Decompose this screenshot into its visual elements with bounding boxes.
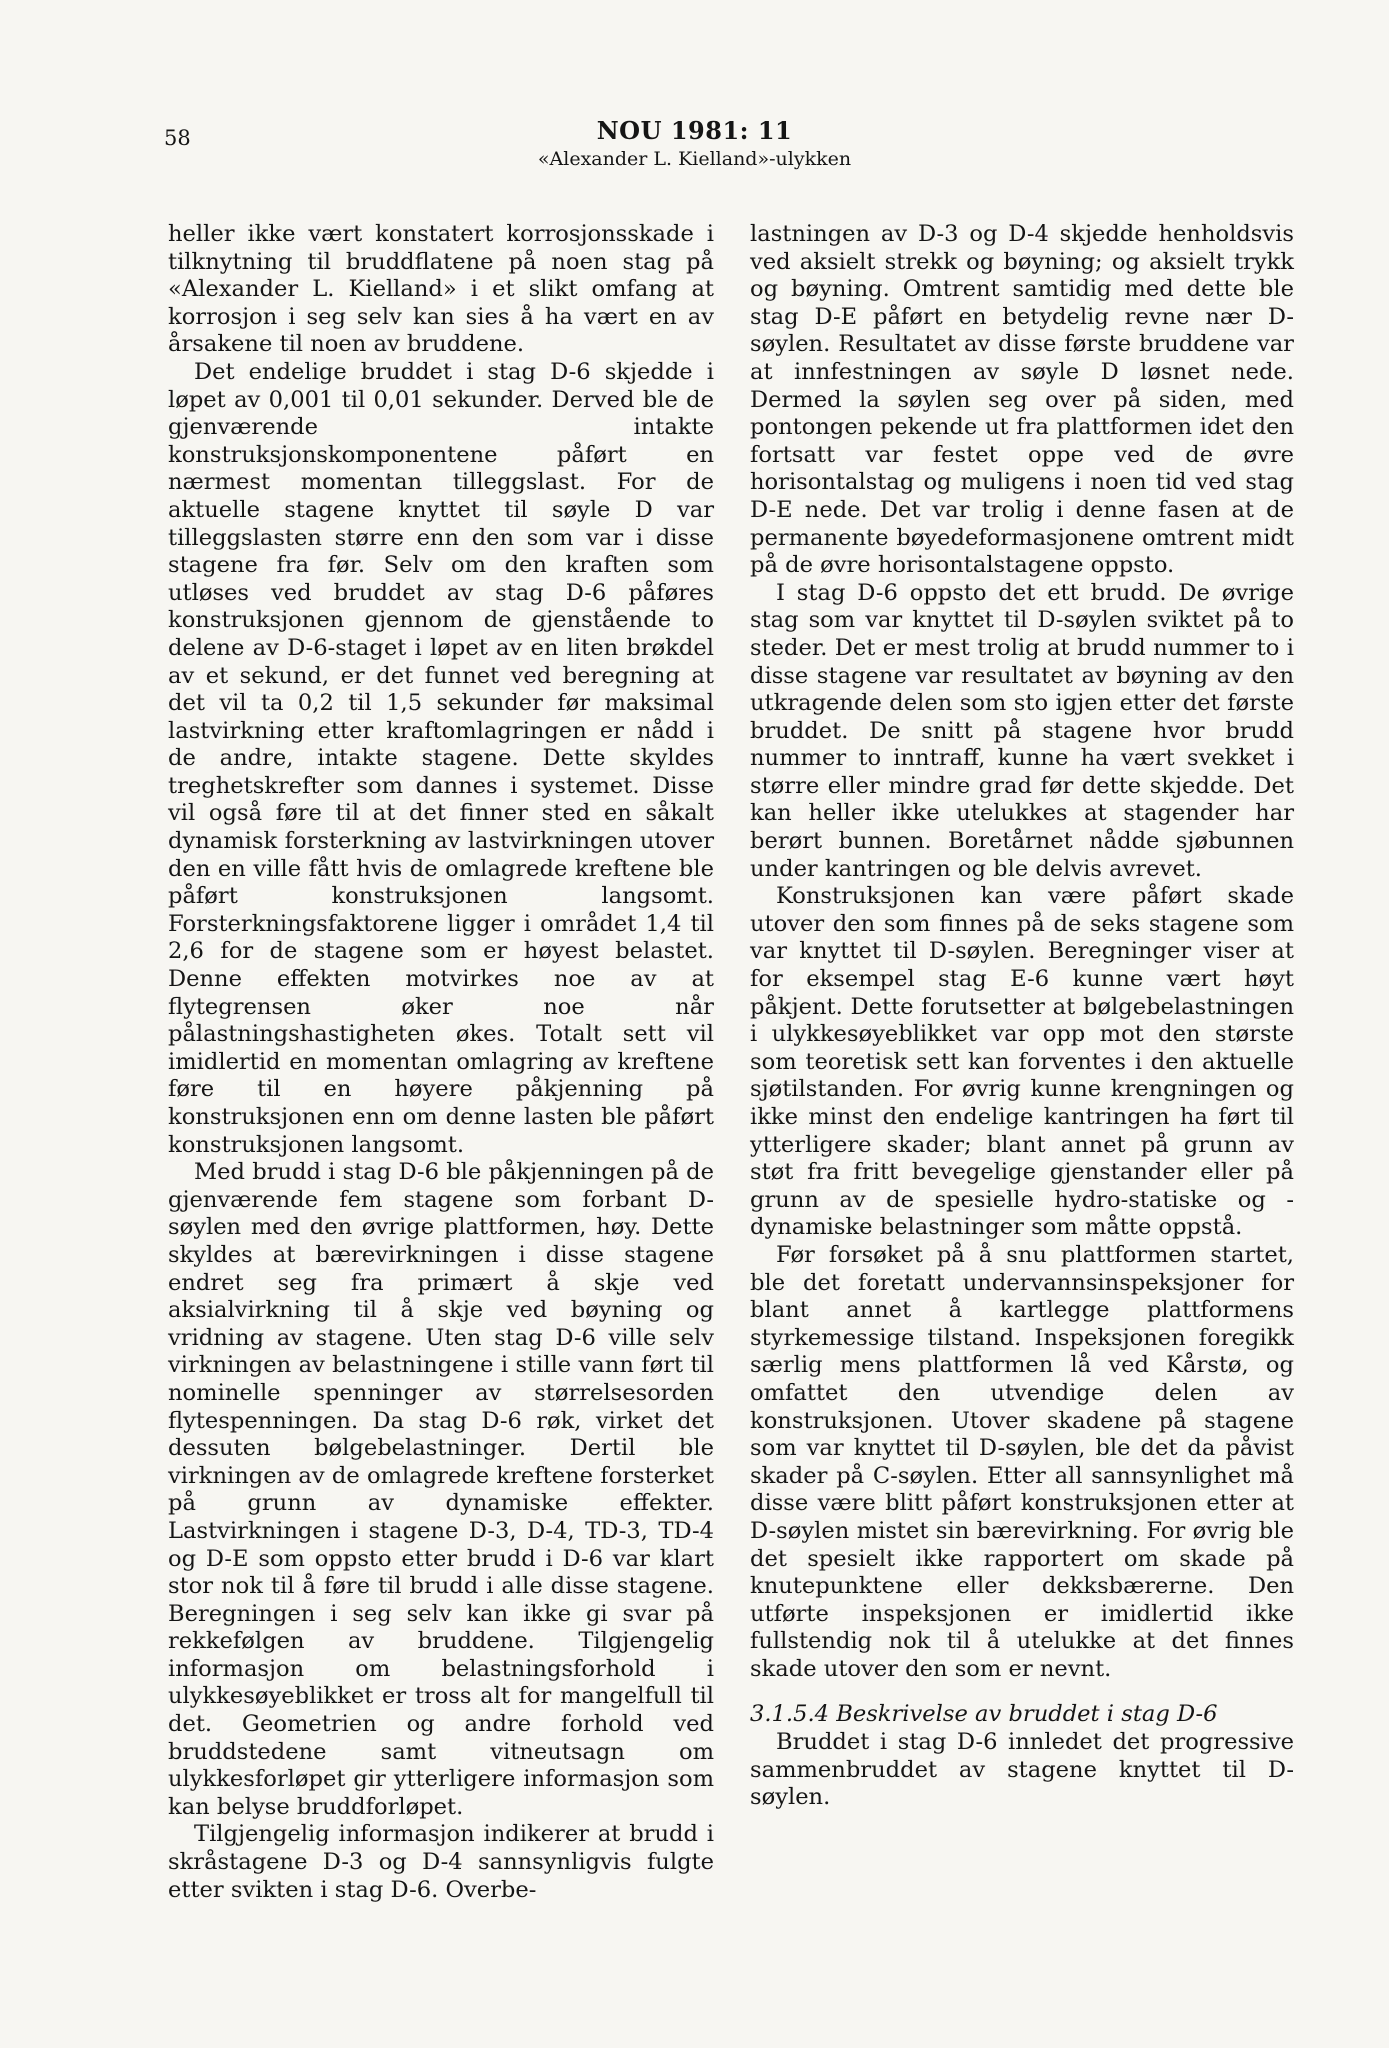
- report-subtitle: «Alexander L. Kielland»-ulykken: [537, 148, 852, 170]
- page-number: 58: [164, 126, 191, 150]
- paragraph: Tilgjengelig informasjon indikerer at brudd i skråstagene D-3 og D-4 sannsynligvis fulgte etter svikten i stag D-6. Overbe-: [168, 1821, 714, 1903]
- left-column: [168, 221, 714, 1904]
- paragraph: heller ikke vært konstatert korrosjonsskade i tilknytning til bruddflatene på noen stag på «Alexander L. Kielland» i et slikt omfang at korrosjon i seg selv kan sies å ha vært en av årsakene til noen av bruddene.: [168, 221, 714, 358]
- report-title: NOU 1981: 11: [596, 116, 793, 145]
- paragraph: Det endelige bruddet i stag D-6 skjedde i løpet av 0,001 til 0,01 sekunder. Derved ble de gjenværende intakte konstruksjonskomponentene påført en nærmest momentan tilleggslast. For de aktuelle stagene knyttet til søyle D var tilleggslasten større enn den som var i disse stagene fra før. Selv om den kraften som utløses ved bruddet av stag D-6 påføres konstruksjonen gjennom de gjenstående to delene av D-6-staget i løpet av en liten brøkdel av et sekund, er det funnet ved beregning at det vil ta 0,2 til 1,5 sekunder før maksimal lastvirkning etter kraftomlagringen er nådd i de andre, intakte stagene. Dette skyldes treghetskrefter som dannes i systemet. Disse vil også føre til at det finner sted en såkalt dynamisk forsterkning av lastvirkningen utover den en ville fått hvis de omlagrede kreftene ble påført konstruksjonen langsomt. Forsterkningsfaktorene ligger i området 1,4 til 2,6 for de stagene som er høyest belastet. Denne effekten motvirkes noe av at flytegrensen øker noe når pålastningshastigheten økes. Totalt sett vil imidlertid en momentan omlagring av kreftene føre til en høyere påkjenning på konstruksjonen enn om denne lasten ble påført konstruksjonen langsomt.: [168, 358, 714, 1158]
- section-heading: 3.1.5.4 Beskrivelse av bruddet i stag D-6: [750, 1701, 1218, 1728]
- paragraph: Med brudd i stag D-6 ble påkjenningen på de gjenværende fem stagene som forbant D-søylen med den øvrige plattformen, høy. Dette skyldes at bærevirkningen i disse stagene endret seg fra primært å skje ved aksialvirkning til å skje ved bøyning og vridning av stagene. Uten stag D-6 ville selv virkningen av belastningene i stille vann ført til nominelle spenninger av størrelsesorden flytespenningen. Da stag D-6 røk, virket det dessuten bølgebelastninger. Dertil ble virkningen av de omlagrede kreftene forsterket på grunn av dynamiske effekter. Lastvirkningen i stagene D-3, D-4, TD-3, TD-4 og D-E som oppsto etter brudd i D-6 var klart stor nok til å føre til brudd i alle disse stagene. Beregningen i seg selv kan ikke gi svar på rekkefølgen av bruddene. Tilgjengelig informasjon om belastningsforhold i ulykkesøyeblikket er tross alt for mangelfull til det. Geometrien og andre forhold ved bruddstedene samt vitneutsagn om ulykkesforløpet gir ytterligere informasjon som kan belyse bruddforløpet.: [168, 1159, 714, 1820]
- paragraph: lastningen av D-3 og D-4 skjedde henholdsvis ved aksielt strekk og bøyning; og aksielt trykk og bøyning. Omtrent samtidig med dette ble stag D-E påført en betydelig revne nær D-søylen. Resultatet av disse første bruddene var at innfestningen av søyle D løsnet nede. Dermed la søylen seg over på siden, med pontongen pekende ut fra plattformen idet den fortsatt var festet oppe ved de øvre horisontalstag og muligens i noen tid ved stag D-E nede. Det var trolig i denne fasen at de permanente bøyedeformasjonene omtrent midt på de øvre horisontalstagene oppsto.: [750, 221, 1294, 579]
- right-column: [750, 221, 1294, 1812]
- paragraph: Bruddet i stag D-6 innledet det progressive sammenbruddet av stagene knyttet til D-søylen.: [750, 1729, 1294, 1811]
- paragraph: Før forsøket på å snu plattformen startet, ble det foretatt undervannsinspeksjoner for blant annet å kartlegge plattformens styrkemessige tilstand. Inspeksjonen foregikk særlig mens plattformen lå ved Kårstø, og omfattet den utvendige delen av konstruksjonen. Utover skadene på stagene som var knyttet til D-søylen, ble det da påvist skader på C-søylen. Etter all sannsynlighet må disse være blitt påført konstruksjonen etter at D-søylen mistet sin bærevirkning. For øvrig ble det spesielt ikke rapportert om skade på knutepunktene eller dekksbærerne. Den utførte inspeksjonen er imidlertid ikke fullstendig nok til å utelukke at det finnes skade utover den som er nevnt.: [750, 1241, 1294, 1682]
- paragraph: I stag D-6 oppsto det ett brudd. De øvrige stag som var knyttet til D-søylen sviktet på to steder. Det er mest trolig at brudd nummer to i disse stagene var resultatet av bøyning av den utkragende delen som sto igjen etter det første bruddet. De snitt på stagene hvor brudd nummer to inntraff, kunne ha vært svekket i større eller mindre grad før dette skjedde. Det kan heller ikke utelukkes at stagender har berørt bunnen. Boretårnet nådde sjøbunnen under kantringen og ble delvis avrevet.: [750, 579, 1294, 882]
- paragraph: Konstruksjonen kan være påført skade utover den som finnes på de seks stagene som var knyttet til D-søylen. Beregninger viser at for eksempel stag E-6 kunne vært høyt påkjent. Dette forutsetter at bølgebelastningen i ulykkesøyeblikket var opp mot den største som teoretisk sett kan forventes i den aktuelle sjøtilstanden. For øvrig kunne krengningen og ikke minst den endelige kantringen ha ført til ytterligere skader; blant annet på grunn av støt fra fritt bevegelige gjenstander eller på grunn av de spesielle hydro-statiske og -dynamiske belastninger som måtte oppstå.: [750, 883, 1294, 1241]
